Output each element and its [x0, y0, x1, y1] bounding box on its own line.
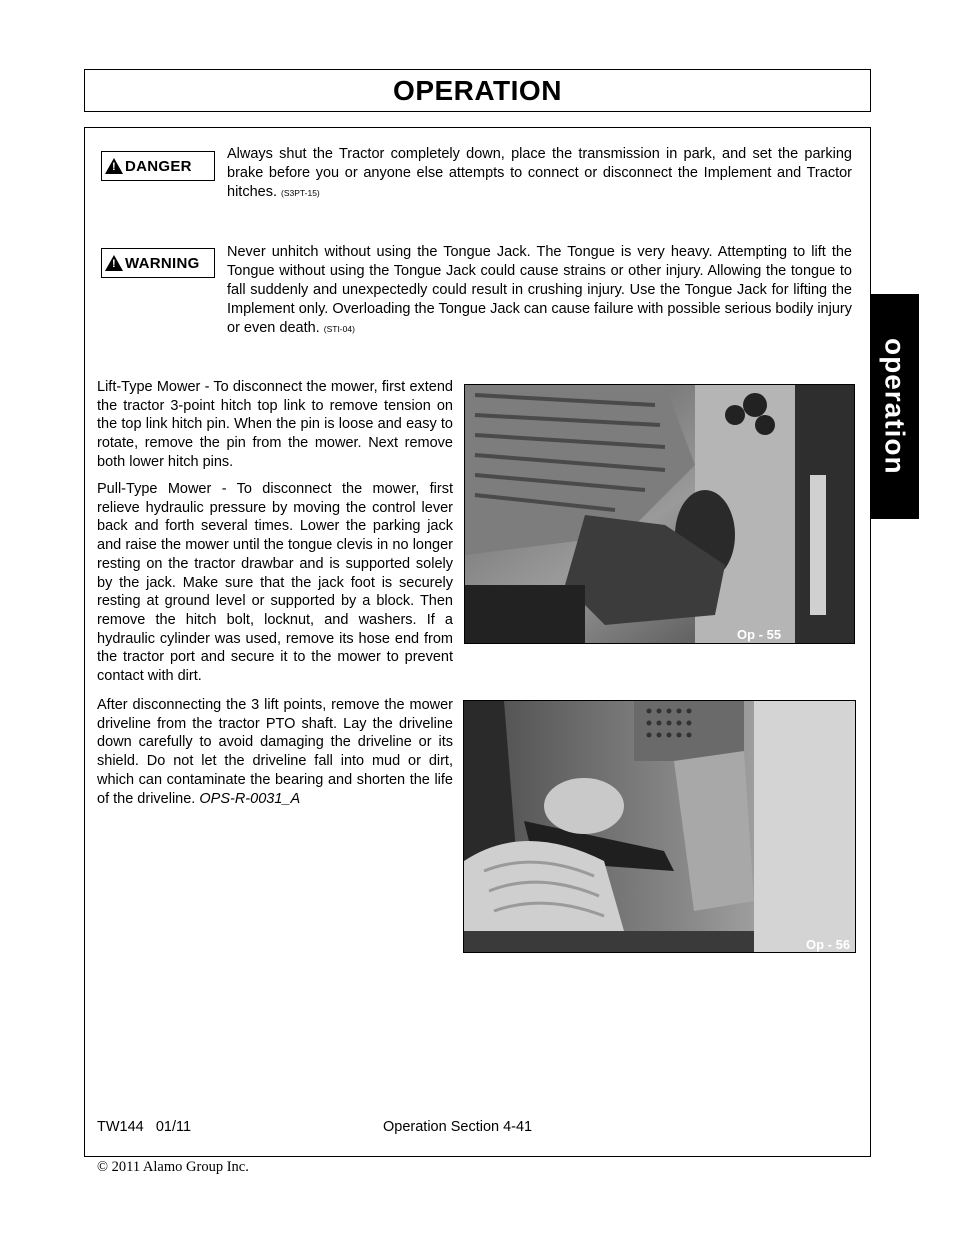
- photo-op-56: [463, 700, 856, 953]
- danger-code: (S3PT-15): [281, 188, 320, 198]
- driveline-paragraph: [97, 696, 453, 808]
- warning-text: Never unhitch without using the Tongue Jack. The Tongue is very heavy. Attempting to lift the Tongue without using the Tongue Jack could cause strains or other injury. Allowing the tongue to fall suddenly and unexpectedly could result in crushing injury. Use the Tongue Jack for lifting the Implement only. Overloading the Tongue Jack can cause failure with possible serious bodily injury or even death.: [227, 244, 852, 336]
- hitch-photo-image: [465, 385, 854, 643]
- pull-type-paragraph: Pull-Type Mower - To disconnect the mower, first relieve hydraulic pressure by moving the control lever back and forth several times. Lower the parking jack and raise the mower until the tongue clevis in no longer resting on the tractor drawbar and is supported solely by the jack. Make sure that the jack foot is securely resting at ground level or supported by a block. Then remove the hitch bolt, locknut, and washers. If a hydraulic cylinder was used, remove its hose end from the tractor port and secure it to the mower to prevent contact with dirt.: [97, 481, 453, 685]
- danger-label-text: DANGER: [125, 157, 192, 175]
- footer-model-date: TW144 01/11: [97, 1119, 192, 1135]
- photo-caption: Op - 56: [806, 937, 851, 952]
- warning-code: (STI-04): [323, 324, 355, 334]
- danger-message: [227, 145, 852, 203]
- section-side-tab: [870, 294, 919, 519]
- photo-op-55: [464, 384, 855, 644]
- side-tab-label: operation: [879, 338, 911, 475]
- photo-caption: Op - 55: [737, 627, 782, 642]
- page-header: [84, 69, 871, 112]
- warning-triangle-icon: !: [105, 158, 123, 174]
- footer-section-page: Operation Section 4-41: [383, 1119, 533, 1135]
- danger-text: Always shut the Tractor completely down, place the transmission in park, and set the parking brake before you or anyone else attempts to connect or disconnect the Implement and Tractor hitches.: [227, 146, 852, 200]
- warning-message: [227, 243, 852, 339]
- driveline-photo-image: [464, 701, 855, 952]
- lift-type-paragraph: Lift-Type Mower - To disconnect the mower, first extend the tractor 3-point hitch top link to remove tension on the top link hitch pin. When the pin is loose and easy to rotate, remove the pin from the mower. Next remove both lower hitch pins.: [97, 379, 453, 470]
- danger-label: [101, 151, 215, 181]
- copyright-notice: © 2011 Alamo Group Inc.: [97, 1159, 249, 1175]
- warning-label: [101, 248, 215, 278]
- warning-label-text: WARNING: [125, 254, 200, 272]
- warning-triangle-icon: !: [105, 255, 123, 271]
- driveline-text: After disconnecting the 3 lift points, remove the mower driveline from the tractor PTO shaft. Lay the driveline down carefully to avoid damaging the driveline or its shield. Do not let the driveline fall into mud or dirt, which can contaminate the bearing and shorten the life of the driveline.: [97, 697, 453, 807]
- driveline-code: OPS-R-0031_A: [199, 790, 301, 807]
- page-title: OPERATION: [393, 74, 562, 106]
